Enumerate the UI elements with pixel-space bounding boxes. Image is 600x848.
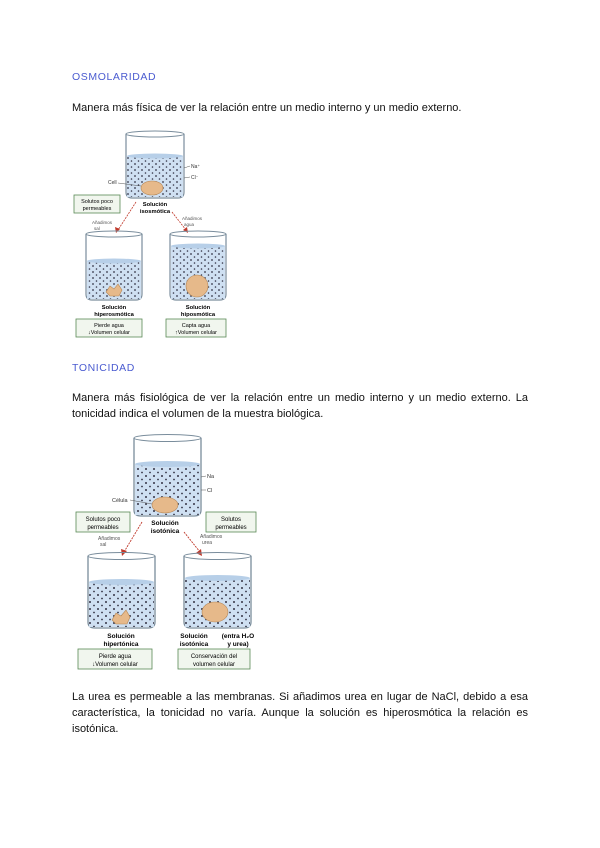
svg-text:Solutos poco: Solutos poco (85, 517, 121, 523)
left-label: Solución (101, 305, 127, 311)
svg-text:Pierde agua: Pierde agua (94, 323, 124, 329)
tonicity-figure (72, 432, 272, 672)
left-result-box (78, 649, 152, 669)
swollen-cell-icon (186, 275, 208, 297)
cell-icon (152, 497, 178, 513)
svg-text:permeables: permeables (215, 525, 247, 531)
solutes-box (74, 195, 120, 213)
beaker-left (88, 553, 155, 629)
right-note: (entra H₂O (221, 633, 255, 640)
section-heading-osmolaridad: OSMOLARIDAD (72, 71, 157, 83)
svg-text:Añadimos: Añadimos (200, 534, 223, 540)
section-heading-tonicidad: TONICIDAD (72, 362, 135, 374)
center-label: Solución (151, 520, 179, 527)
svg-text:agua: agua (184, 222, 195, 227)
svg-text:permeables: permeables (82, 206, 112, 212)
svg-text:Añadimos: Añadimos (92, 220, 113, 225)
left-result-box (76, 319, 142, 337)
beaker-right (170, 231, 226, 300)
closing-paragraph: La urea es permeable a las membranas. Si añadimos urea en lugar de NaCl, debido a esa característica, la tonicidad no varía. Aunque la solución es hiperosmótica la relación es isotónica. (72, 691, 528, 735)
svg-text:Solutos poco: Solutos poco (81, 199, 113, 205)
svg-text:hiposmótica: hiposmótica (180, 312, 216, 318)
svg-text:volumen celular: volumen celular (192, 662, 236, 668)
left-label: Solución (107, 633, 135, 640)
svg-text:↑Volumen celular: ↑Volumen celular (175, 330, 217, 336)
cell-icon (141, 181, 163, 195)
svg-text:urea: urea (202, 540, 213, 546)
beaker-center (134, 435, 201, 517)
svg-text:Capta agua: Capta agua (181, 323, 211, 329)
osmolarity-figure (70, 126, 230, 340)
svg-text:isotónica: isotónica (150, 528, 180, 535)
svg-text:permeables: permeables (87, 525, 119, 531)
cell-icon-isotonic (202, 602, 228, 622)
permeable-box (206, 512, 256, 532)
ion-cl-label: Cl (207, 488, 213, 494)
center-label: Solución (142, 202, 168, 208)
svg-text:↓Volumen celular: ↓Volumen celular (92, 662, 138, 668)
svg-text:Conservación del: Conservación del (190, 654, 238, 660)
svg-text:hiperosmótica: hiperosmótica (94, 312, 134, 318)
right-label: Solución (185, 305, 211, 311)
cell-label: Cell (108, 180, 117, 186)
ion-cl-label: Cl⁻ (191, 175, 199, 181)
solutes-box (76, 512, 130, 532)
ion-na-label: Na (207, 474, 215, 480)
beaker-right (184, 553, 251, 629)
right-label: Solución (180, 633, 208, 640)
svg-text:↓Volumen celular: ↓Volumen celular (88, 330, 130, 336)
right-result-box (178, 649, 250, 669)
svg-text:isosmótica: isosmótica (139, 209, 171, 215)
svg-text:y urea): y urea) (227, 641, 249, 648)
svg-text:Solutos: Solutos (220, 517, 242, 523)
svg-text:Añadimos: Añadimos (98, 536, 121, 542)
beaker-left (86, 231, 142, 300)
svg-text:isotónica: isotónica (179, 641, 209, 648)
beaker-center (126, 131, 184, 198)
svg-text:hipertónica: hipertónica (103, 641, 139, 648)
svg-text:Pierde agua: Pierde agua (98, 654, 132, 660)
right-result-box (166, 319, 226, 337)
ion-na-label: Na⁺ (191, 164, 201, 170)
svg-text:sal: sal (100, 542, 107, 548)
svg-text:sal: sal (94, 226, 100, 231)
cell-label: Célula (112, 498, 128, 504)
arrow-right-icon (183, 227, 188, 233)
osmolaridad-paragraph: Manera más física de ver la relación entre un medio interno y un medio externo. (72, 102, 462, 114)
svg-text:Añadimos: Añadimos (182, 216, 203, 221)
tonicidad-paragraph: Manera más fisiológica de ver la relación entre un medio interno y un medio externo. La tonicidad indica el volumen de la muestra biológica. (72, 392, 528, 420)
